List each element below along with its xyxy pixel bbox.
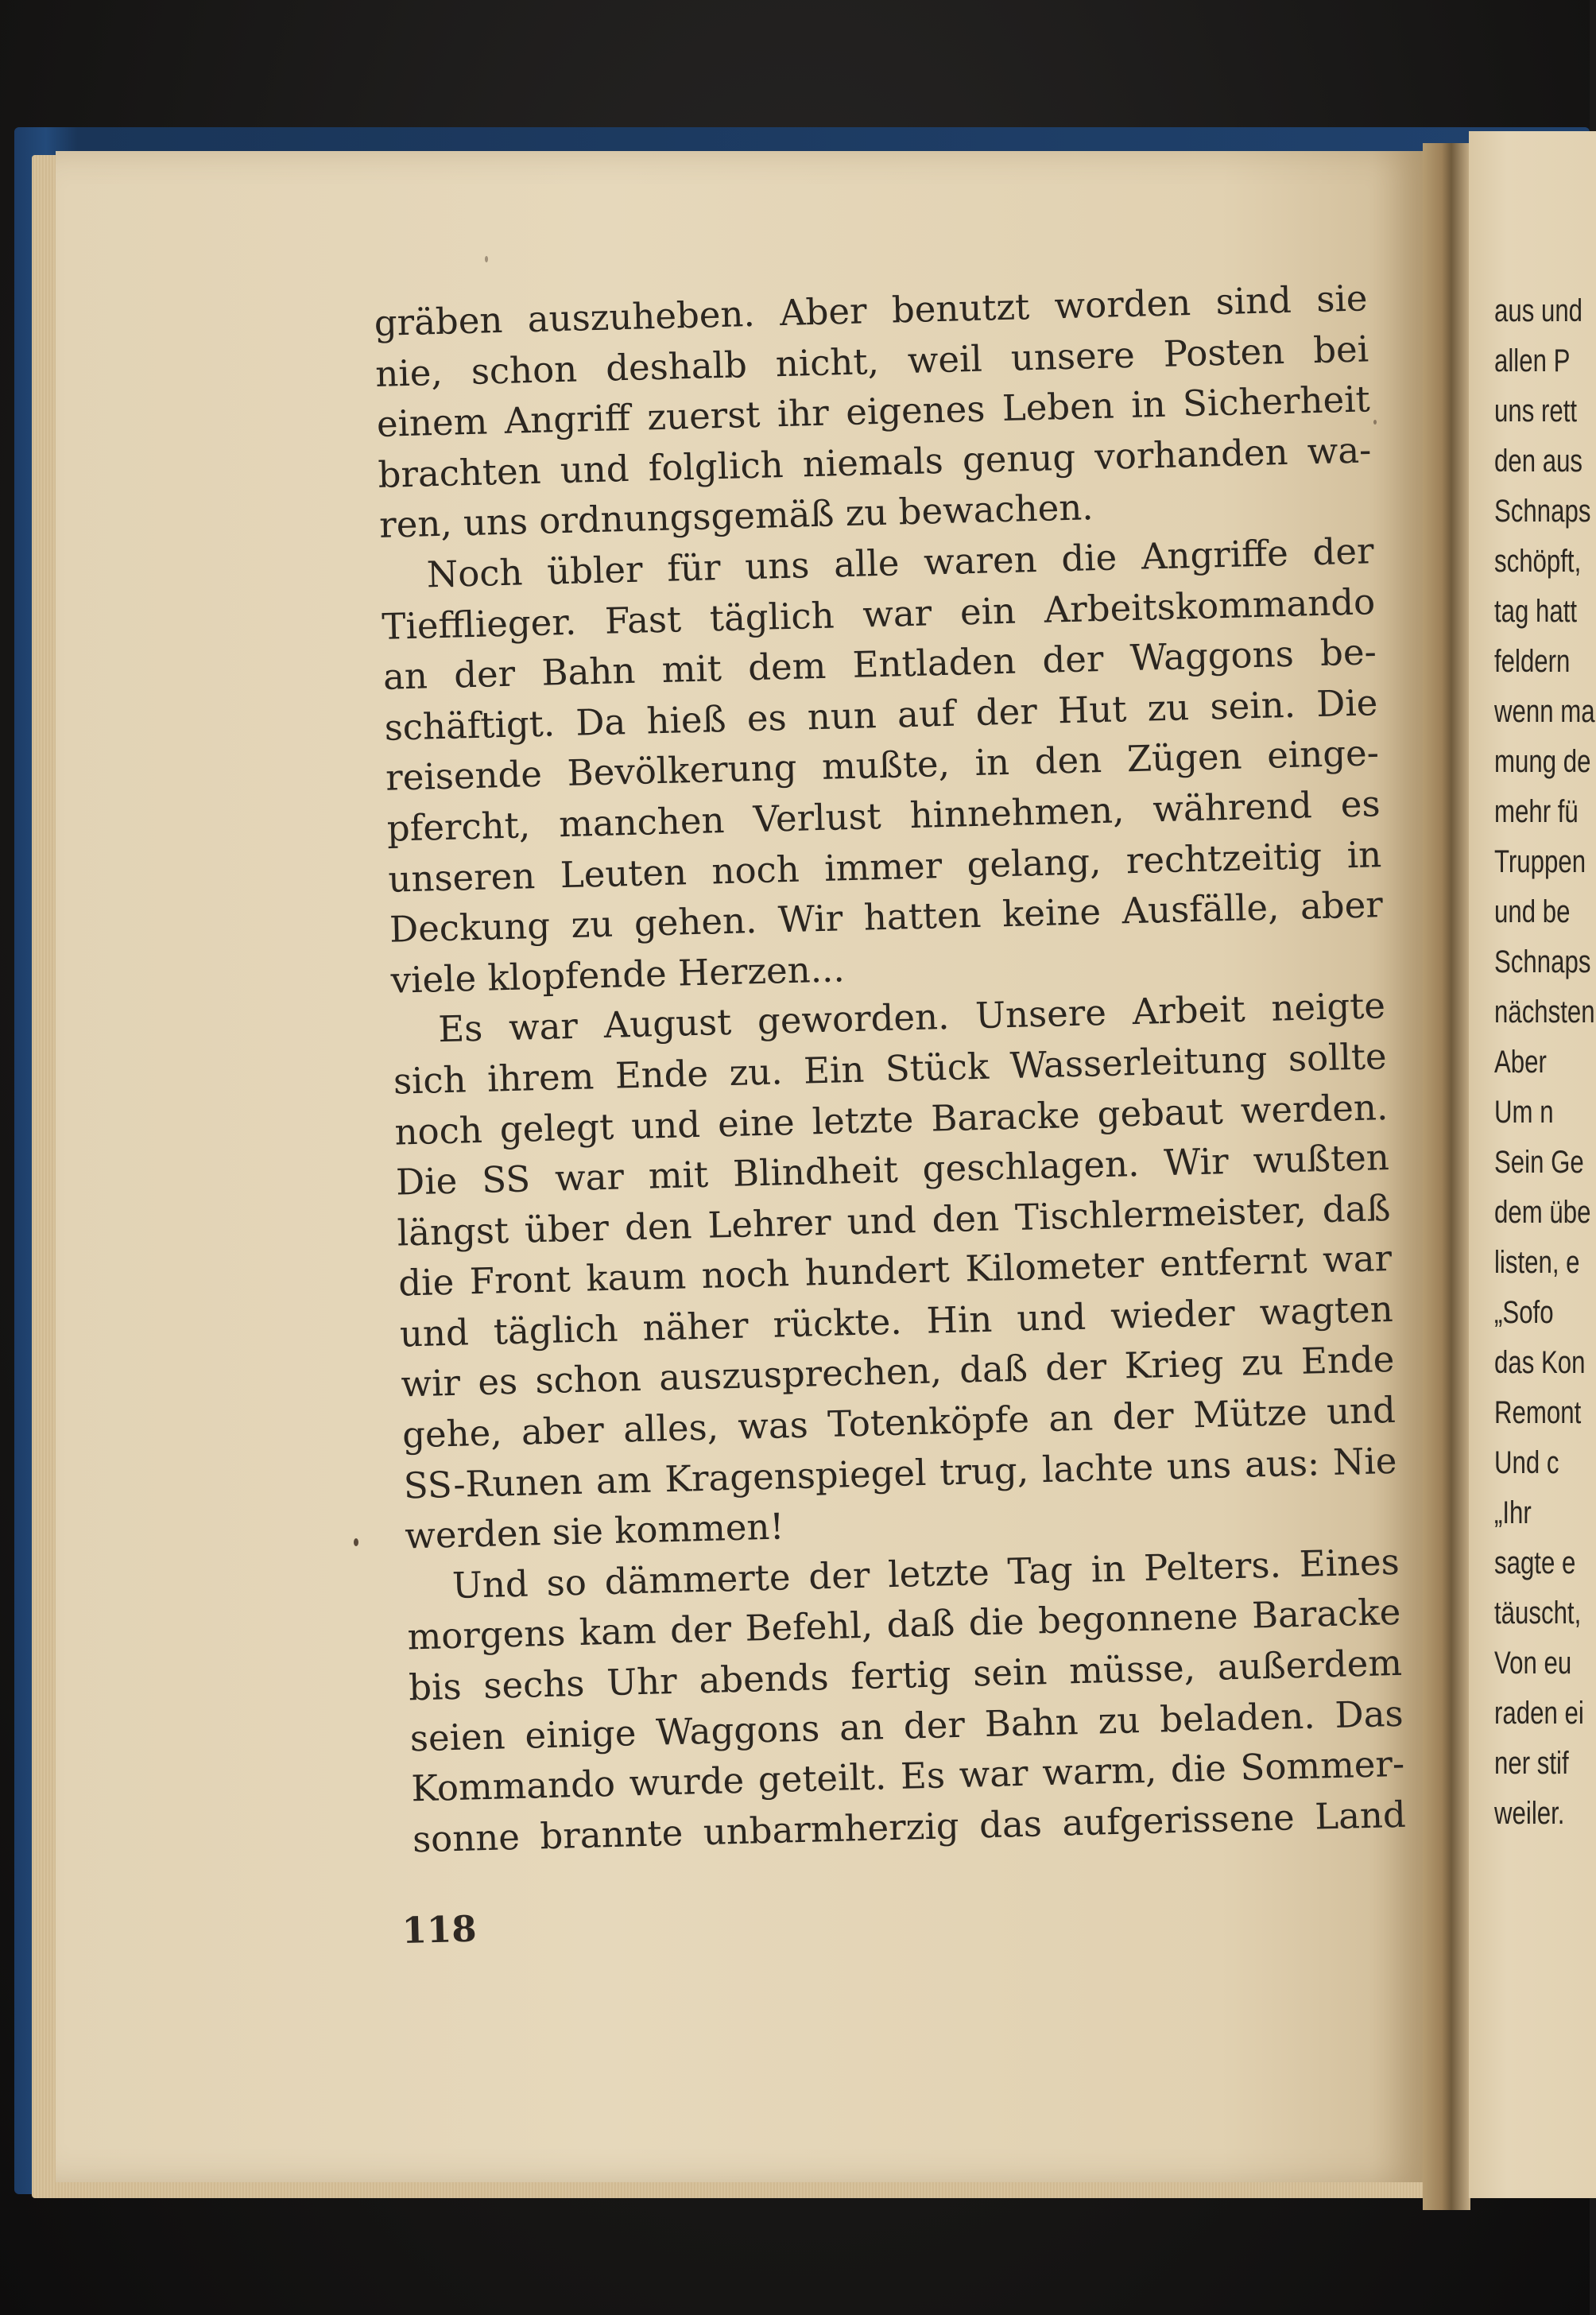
text-line: und be (1494, 894, 1571, 929)
text-line: das Kon (1494, 1345, 1586, 1380)
text-line: und täglich näher rückte. Hin und wieder wagten (399, 1287, 1394, 1355)
text-line: Die SS war mit Blindheit geschlagen. Wir wußten (395, 1136, 1390, 1204)
text-line: ner stif (1494, 1746, 1569, 1781)
text-line: Truppen (1494, 844, 1586, 879)
text-line: noch gelegt und eine letzte Baracke gebaut werden. (393, 1085, 1389, 1154)
text-line: reisende Bevölkerung mußte, in den Zügen einge- (385, 731, 1380, 800)
text-line: raden ei (1494, 1696, 1584, 1731)
text-line: „Ihr (1494, 1495, 1532, 1530)
text-line: Und c (1494, 1445, 1559, 1480)
text-line: mung de (1494, 744, 1591, 779)
text-line: nie, schon deshalb nicht, weil unsere Posten bei (374, 327, 1369, 395)
text-line: Remont (1494, 1395, 1582, 1430)
right-page-text (1494, 286, 1595, 1839)
text-line: an der Bahn mit dem Entladen der Waggons be- (382, 630, 1377, 698)
text-line: Um n (1494, 1095, 1554, 1130)
book-gutter (1423, 143, 1470, 2210)
text-line: wenn ma (1494, 694, 1595, 729)
text-line: Schnaps (1494, 494, 1591, 529)
text-line: einem Angriff zuerst ihr eigenes Leben in Sicherheit (376, 378, 1371, 446)
text-line: brachten und folglich niemals genug vorhanden wa- (377, 428, 1372, 496)
text-line: pfercht, manchen Verlust hinnehmen, während es (386, 782, 1381, 850)
text-line: Tiefflieger. Fast täglich war ein Arbeitskommando (381, 580, 1376, 648)
text-line: wir es schon auszusprechen, daß der Krieg zu Ende (400, 1338, 1395, 1406)
text-line: morgens kam der Befehl, daß die begonnene Baracke (406, 1591, 1401, 1658)
text-line: tag hatt (1494, 594, 1578, 629)
text-line: sich ihrem Ende zu. Ein Stück Wasserleitung sollte (393, 1034, 1388, 1103)
text-line: listen, e (1494, 1245, 1580, 1280)
text-line: „Sofo (1494, 1295, 1554, 1330)
text-line: Deckung zu gehen. Wir hatten keine Ausfälle, aber (389, 883, 1384, 951)
left-page-text (374, 273, 1406, 1864)
text-line: dem übe (1494, 1195, 1591, 1230)
text-line: unseren Leuten noch immer gelang, rechtzeitig in (387, 832, 1382, 901)
text-line: viele klopfende Herzen... (390, 948, 846, 1002)
paper-speck (354, 1538, 358, 1546)
text-line: gehe, aber alles, was Totenköpfe an der Mütze und (401, 1388, 1396, 1456)
text-line: mehr fü (1494, 794, 1579, 829)
page-number: 118 (401, 1907, 478, 1952)
text-line: Es war August geworden. Unsere Arbeit neigte (437, 984, 1386, 1051)
text-line: längst über den Lehrer und den Tischlermeister, daß (397, 1186, 1392, 1254)
text-line: Schnaps (1494, 944, 1591, 979)
text-line: Und so dämmerte der letzte Tag in Pelters. Eines (451, 1540, 1400, 1607)
text-line: Noch übler für uns alle waren die Angriffe der (426, 529, 1375, 596)
text-line: seien einige Waggons an der Bahn zu beladen. Das (409, 1692, 1404, 1760)
text-line: sonne brannte unbarmherzig das aufgerissene Land (412, 1793, 1407, 1861)
text-line: allen P (1494, 343, 1571, 378)
text-line: Von eu (1494, 1646, 1572, 1681)
text-line: nächsten (1494, 995, 1595, 1030)
text-line: werden sie kommen! (404, 1505, 785, 1557)
text-line: ren, uns ordnungsgemäß zu bewachen. (378, 486, 1094, 547)
text-line: gräben auszuheben. Aber benutzt worden sind sie (374, 277, 1369, 344)
text-line: aus und (1494, 293, 1583, 328)
text-line: weiler. (1494, 1796, 1565, 1831)
text-line: bis sechs Uhr abends fertig sein müsse, außerdem (408, 1641, 1403, 1709)
text-line: die Front kaum noch hundert Kilometer entfernt war (397, 1237, 1393, 1305)
text-line: feldern (1494, 644, 1571, 679)
text-line: schöpft, (1494, 544, 1582, 579)
text-line: Kommando wurde geteilt. Es war warm, die Sommer- (410, 1742, 1405, 1810)
paper-speck (485, 256, 488, 262)
text-line: Sein Ge (1494, 1145, 1584, 1180)
text-line: Aber (1494, 1045, 1547, 1080)
paper-speck (1373, 420, 1377, 425)
text-line: uns rett (1494, 394, 1578, 428)
text-line: sagte e (1494, 1545, 1576, 1580)
text-line: SS-Runen am Kragenspiegel trug, lachte uns aus: Nie (403, 1439, 1398, 1507)
text-line: täuscht, (1494, 1596, 1582, 1631)
text-line: den aus (1494, 444, 1583, 479)
text-line: schäftigt. Da hieß es nun auf der Hut zu sein. Die (384, 681, 1378, 749)
